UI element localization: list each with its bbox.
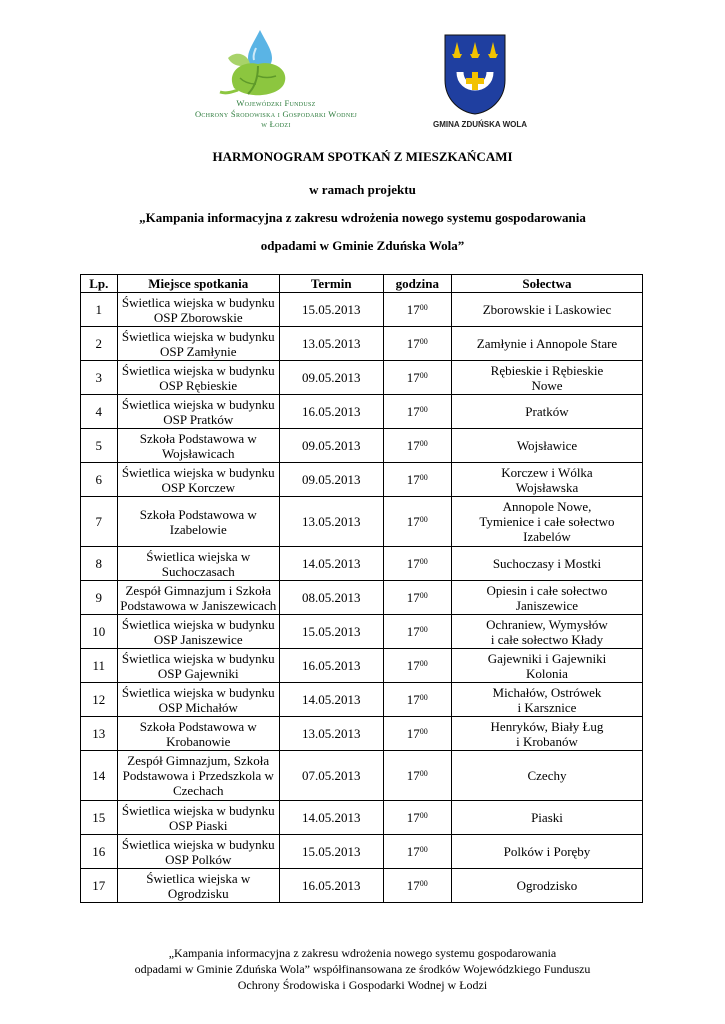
solectwo-line: Nowe [531,377,563,393]
hour-value: 17 [406,658,420,673]
cell-lp: 15 [81,801,118,835]
cell-solectwa [451,429,642,463]
cell-date: 14.05.2013 [279,683,383,717]
cell-place [117,581,279,615]
hour-value: 17 [406,810,420,825]
solectwo-line: Zborowskie i Laskowiec [482,302,612,317]
cell-place [117,615,279,649]
place-line: OSP Zborowskie [153,309,243,325]
cell-place [117,497,279,547]
cell-solectwa [451,293,642,327]
place-line: OSP Piaski [169,817,228,833]
cell-solectwa [451,751,642,801]
cell-hour [383,395,451,429]
cell-hour [383,615,451,649]
footer-line: Ochrony Środowiska i Gospodarki Wodnej w Łodzi [237,978,488,992]
table-row [81,869,643,903]
cell-place [117,869,279,903]
cell-hour [383,581,451,615]
place-line: Podstawowa w Janiszewicach [120,597,277,613]
minute-value: 00 [419,879,428,888]
hour-value: 17 [406,404,420,419]
place-line: Czechach [172,783,224,798]
minute-value: 00 [419,439,428,448]
hour-value: 17 [406,768,420,783]
solectwo-line: i Karsznice [517,699,577,715]
minute-value: 00 [419,557,428,566]
gmina-coat-of-arms [442,32,508,116]
table-row [81,463,643,497]
solectwo-line: Kolonia [526,665,568,681]
cell-lp: 6 [81,463,118,497]
hour-value: 17 [406,624,420,639]
table-header-row [81,275,643,293]
cell-lp: 5 [81,429,118,463]
cell-solectwa [451,327,642,361]
project-name-line2: odpadami w Gminie Zduńska Wola” [260,238,465,253]
place-line: Świetlica wiejska w budynku [121,294,275,310]
cell-date: 16.05.2013 [279,395,383,429]
cell-place [117,395,279,429]
table-row [81,717,643,751]
footer [0,945,725,993]
hour-value: 17 [406,472,420,487]
cell-date: 08.05.2013 [279,581,383,615]
gmina-label: GMINA ZDUŃSKA WOLA [432,120,528,129]
column-header-place: Miejsce spotkania [117,275,279,293]
schedule-table [80,274,643,903]
cell-lp: 10 [81,615,118,649]
cell-hour [383,717,451,751]
minute-value: 00 [419,371,428,380]
cell-hour [383,547,451,581]
solectwo-line: Opiesin i całe sołectwo [486,582,608,598]
cell-solectwa [451,547,642,581]
place-line: Świetlica wiejska w [146,548,251,564]
table-row [81,395,643,429]
minute-value: 00 [419,515,428,524]
table-row [81,429,643,463]
cell-date: 14.05.2013 [279,801,383,835]
cell-place [117,293,279,327]
cell-hour [383,361,451,395]
place-line: Izabelowie [169,521,227,537]
cell-solectwa [451,801,642,835]
hour-value: 17 [406,336,420,351]
solectwo-line: Tymienice i całe sołectwo [479,514,615,529]
place-line: Wojsławicach [161,445,235,461]
cell-date: 09.05.2013 [279,429,383,463]
cell-date: 15.05.2013 [279,293,383,327]
solectwo-line: Suchoczasy i Mostki [492,556,602,571]
place-line: Podstawowa i Przedszkola w [122,768,274,783]
column-header-solectwa: Sołectwa [451,275,642,293]
cell-place [117,361,279,395]
cell-lp: 17 [81,869,118,903]
place-line: Świetlica wiejska w budynku [121,684,275,700]
cell-date: 16.05.2013 [279,649,383,683]
cell-solectwa [451,869,642,903]
cell-hour [383,683,451,717]
solectwo-line: Wojsławice [516,438,578,453]
cell-hour [383,869,451,903]
place-line: Szkoła Podstawowa w [139,718,257,734]
cell-place [117,547,279,581]
cell-date: 07.05.2013 [279,751,383,801]
hour-value: 17 [406,438,420,453]
solectwo-line: Michałów, Ostrówek [492,684,602,700]
place-line: Świetlica wiejska w budynku [121,396,275,412]
cell-date: 16.05.2013 [279,869,383,903]
place-line: Ogrodzisku [167,885,229,901]
cell-place [117,463,279,497]
cell-lp: 4 [81,395,118,429]
cell-lp: 9 [81,581,118,615]
minute-value: 00 [419,727,428,736]
hour-value: 17 [406,692,420,707]
column-header-lp: Lp. [81,275,118,293]
minute-value: 00 [419,845,428,854]
fund-name-line: Wojewódzki Fundusz [236,98,316,108]
hour-value: 17 [406,370,420,385]
solectwo-line: Gajewniki i Gajewniki [487,650,607,666]
table-row [81,649,643,683]
cell-solectwa [451,497,642,547]
cell-place [117,683,279,717]
cell-place [117,835,279,869]
solectwo-line: i Krobanów [516,733,578,749]
solectwo-line: i całe sołectwo Kłady [490,631,604,647]
solectwo-line: Zamłynie i Annopole Stare [476,336,618,351]
table-row [81,327,643,361]
place-line: Zespół Gimnazjum i Szkoła [125,582,271,598]
cell-lp: 14 [81,751,118,801]
fund-name-line: Ochrony Środowiska i Gospodarki Wodnej [194,108,358,119]
footer-line: „Kampania informacyjna z zakresu wdrożenia nowego systemu gospodarowania [168,946,557,960]
cell-date: 15.05.2013 [279,615,383,649]
minute-value: 00 [419,769,428,778]
cell-hour [383,463,451,497]
cell-date: 13.05.2013 [279,717,383,751]
place-line: OSP Korczew [161,479,236,495]
place-line: Świetlica wiejska w budynku [121,464,275,480]
cell-date: 13.05.2013 [279,327,383,361]
minute-value: 00 [419,693,428,702]
table-row [81,497,643,547]
cell-place [117,751,279,801]
cell-lp: 11 [81,649,118,683]
hour-value: 17 [406,878,420,893]
table-row [81,683,643,717]
place-line: Świetlica wiejska w budynku [121,802,275,818]
document-subtitle: w ramach projektu [309,182,416,197]
cell-solectwa [451,463,642,497]
minute-value: 00 [419,337,428,346]
hour-value: 17 [406,844,420,859]
cell-solectwa [451,361,642,395]
cell-date: 15.05.2013 [279,835,383,869]
place-line: OSP Pratków [163,411,234,427]
minute-value: 00 [419,625,428,634]
hour-value: 17 [406,556,420,571]
fund-name-line: w Łodzi [261,119,291,129]
hour-value: 17 [406,726,420,741]
minute-value: 00 [419,303,428,312]
place-line: Szkoła Podstawowa w [139,430,257,446]
minute-value: 00 [419,405,428,414]
cell-place [117,801,279,835]
solectwo-line: Polków i Poręby [503,844,591,859]
fund-name [166,98,386,130]
document-title: HARMONOGRAM SPOTKAŃ Z MIESZKAŃCAMI [212,149,513,164]
cell-lp: 12 [81,683,118,717]
place-line: OSP Polków [165,851,232,867]
cell-date: 13.05.2013 [279,497,383,547]
table-row [81,751,643,801]
cell-hour [383,649,451,683]
cell-place [117,649,279,683]
cell-date: 09.05.2013 [279,463,383,497]
cell-place [117,717,279,751]
cell-solectwa [451,717,642,751]
solectwo-line: Czechy [527,768,567,783]
schedule-body [81,293,643,903]
cell-hour [383,801,451,835]
solectwo-line: Pratków [525,404,569,419]
cell-date: 09.05.2013 [279,361,383,395]
solectwo-line: Izabelów [523,529,571,544]
place-line: OSP Zamłynie [160,343,237,359]
cell-solectwa [451,835,642,869]
cell-solectwa [451,649,642,683]
cell-date: 14.05.2013 [279,547,383,581]
minute-value: 00 [419,473,428,482]
place-line: Zespół Gimnazjum, Szkoła [127,753,270,768]
cell-lp: 3 [81,361,118,395]
cell-hour [383,293,451,327]
cell-hour [383,835,451,869]
place-line: OSP Janiszewice [153,631,243,647]
hour-value: 17 [406,514,420,529]
hour-value: 17 [406,302,420,317]
cell-hour [383,497,451,547]
solectwo-line: Ochraniew, Wymysłów [486,616,608,632]
place-line: Świetlica wiejska w [146,870,251,886]
solectwo-line: Ogrodzisko [516,878,578,893]
cell-solectwa [451,581,642,615]
cell-lp: 8 [81,547,118,581]
place-line: Świetlica wiejska w budynku [121,836,275,852]
table-row [81,801,643,835]
table-row [81,293,643,327]
table-row [81,835,643,869]
footer-line: odpadami w Gminie Zduńska Wola” współfinansowana ze środków Wojewódzkiego Funduszu [134,962,591,976]
column-header-hour: godzina [383,275,451,293]
place-line: Suchoczasach [161,563,235,579]
leaf-drop-icon [198,28,358,100]
minute-value: 00 [419,811,428,820]
minute-value: 00 [419,591,428,600]
place-line: Szkoła Podstawowa w [139,506,257,522]
cell-hour [383,327,451,361]
cell-solectwa [451,395,642,429]
place-line: Krobanowie [166,733,231,749]
solectwo-line: Annopole Nowe, [502,499,592,514]
cell-lp: 7 [81,497,118,547]
cell-lp: 1 [81,293,118,327]
column-header-date: Termin [279,275,383,293]
place-line: Świetlica wiejska w budynku [121,328,275,344]
table-row [81,581,643,615]
cell-hour [383,429,451,463]
solectwo-line: Rębieskie i Rębieskie [490,362,604,378]
minute-value: 00 [419,659,428,668]
table-row [81,615,643,649]
place-line: Świetlica wiejska w budynku [121,650,275,666]
place-line: Świetlica wiejska w budynku [121,362,275,378]
table-row [81,361,643,395]
place-line: Świetlica wiejska w budynku [121,616,275,632]
cell-hour [383,751,451,801]
solectwo-line: Janiszewice [515,597,579,613]
cell-place [117,327,279,361]
cell-solectwa [451,683,642,717]
solectwo-line: Piaski [531,810,563,825]
cell-lp: 2 [81,327,118,361]
solectwo-line: Korczew i Wólka [501,464,593,480]
solectwo-line: Henryków, Biały Ług [490,718,604,734]
table-row [81,547,643,581]
place-line: OSP Michałów [158,699,238,715]
hour-value: 17 [406,590,420,605]
project-name-line1: „Kampania informacyjna z zakresu wdrożenia nowego systemu gospodarowania [139,210,586,225]
cell-place [117,429,279,463]
place-line: OSP Gajewniki [157,665,239,681]
cell-lp: 13 [81,717,118,751]
place-line: OSP Rębieskie [159,377,238,393]
solectwo-line: Wojsławska [515,479,579,495]
shield-icon [442,32,508,116]
cell-solectwa [451,615,642,649]
cell-lp: 16 [81,835,118,869]
